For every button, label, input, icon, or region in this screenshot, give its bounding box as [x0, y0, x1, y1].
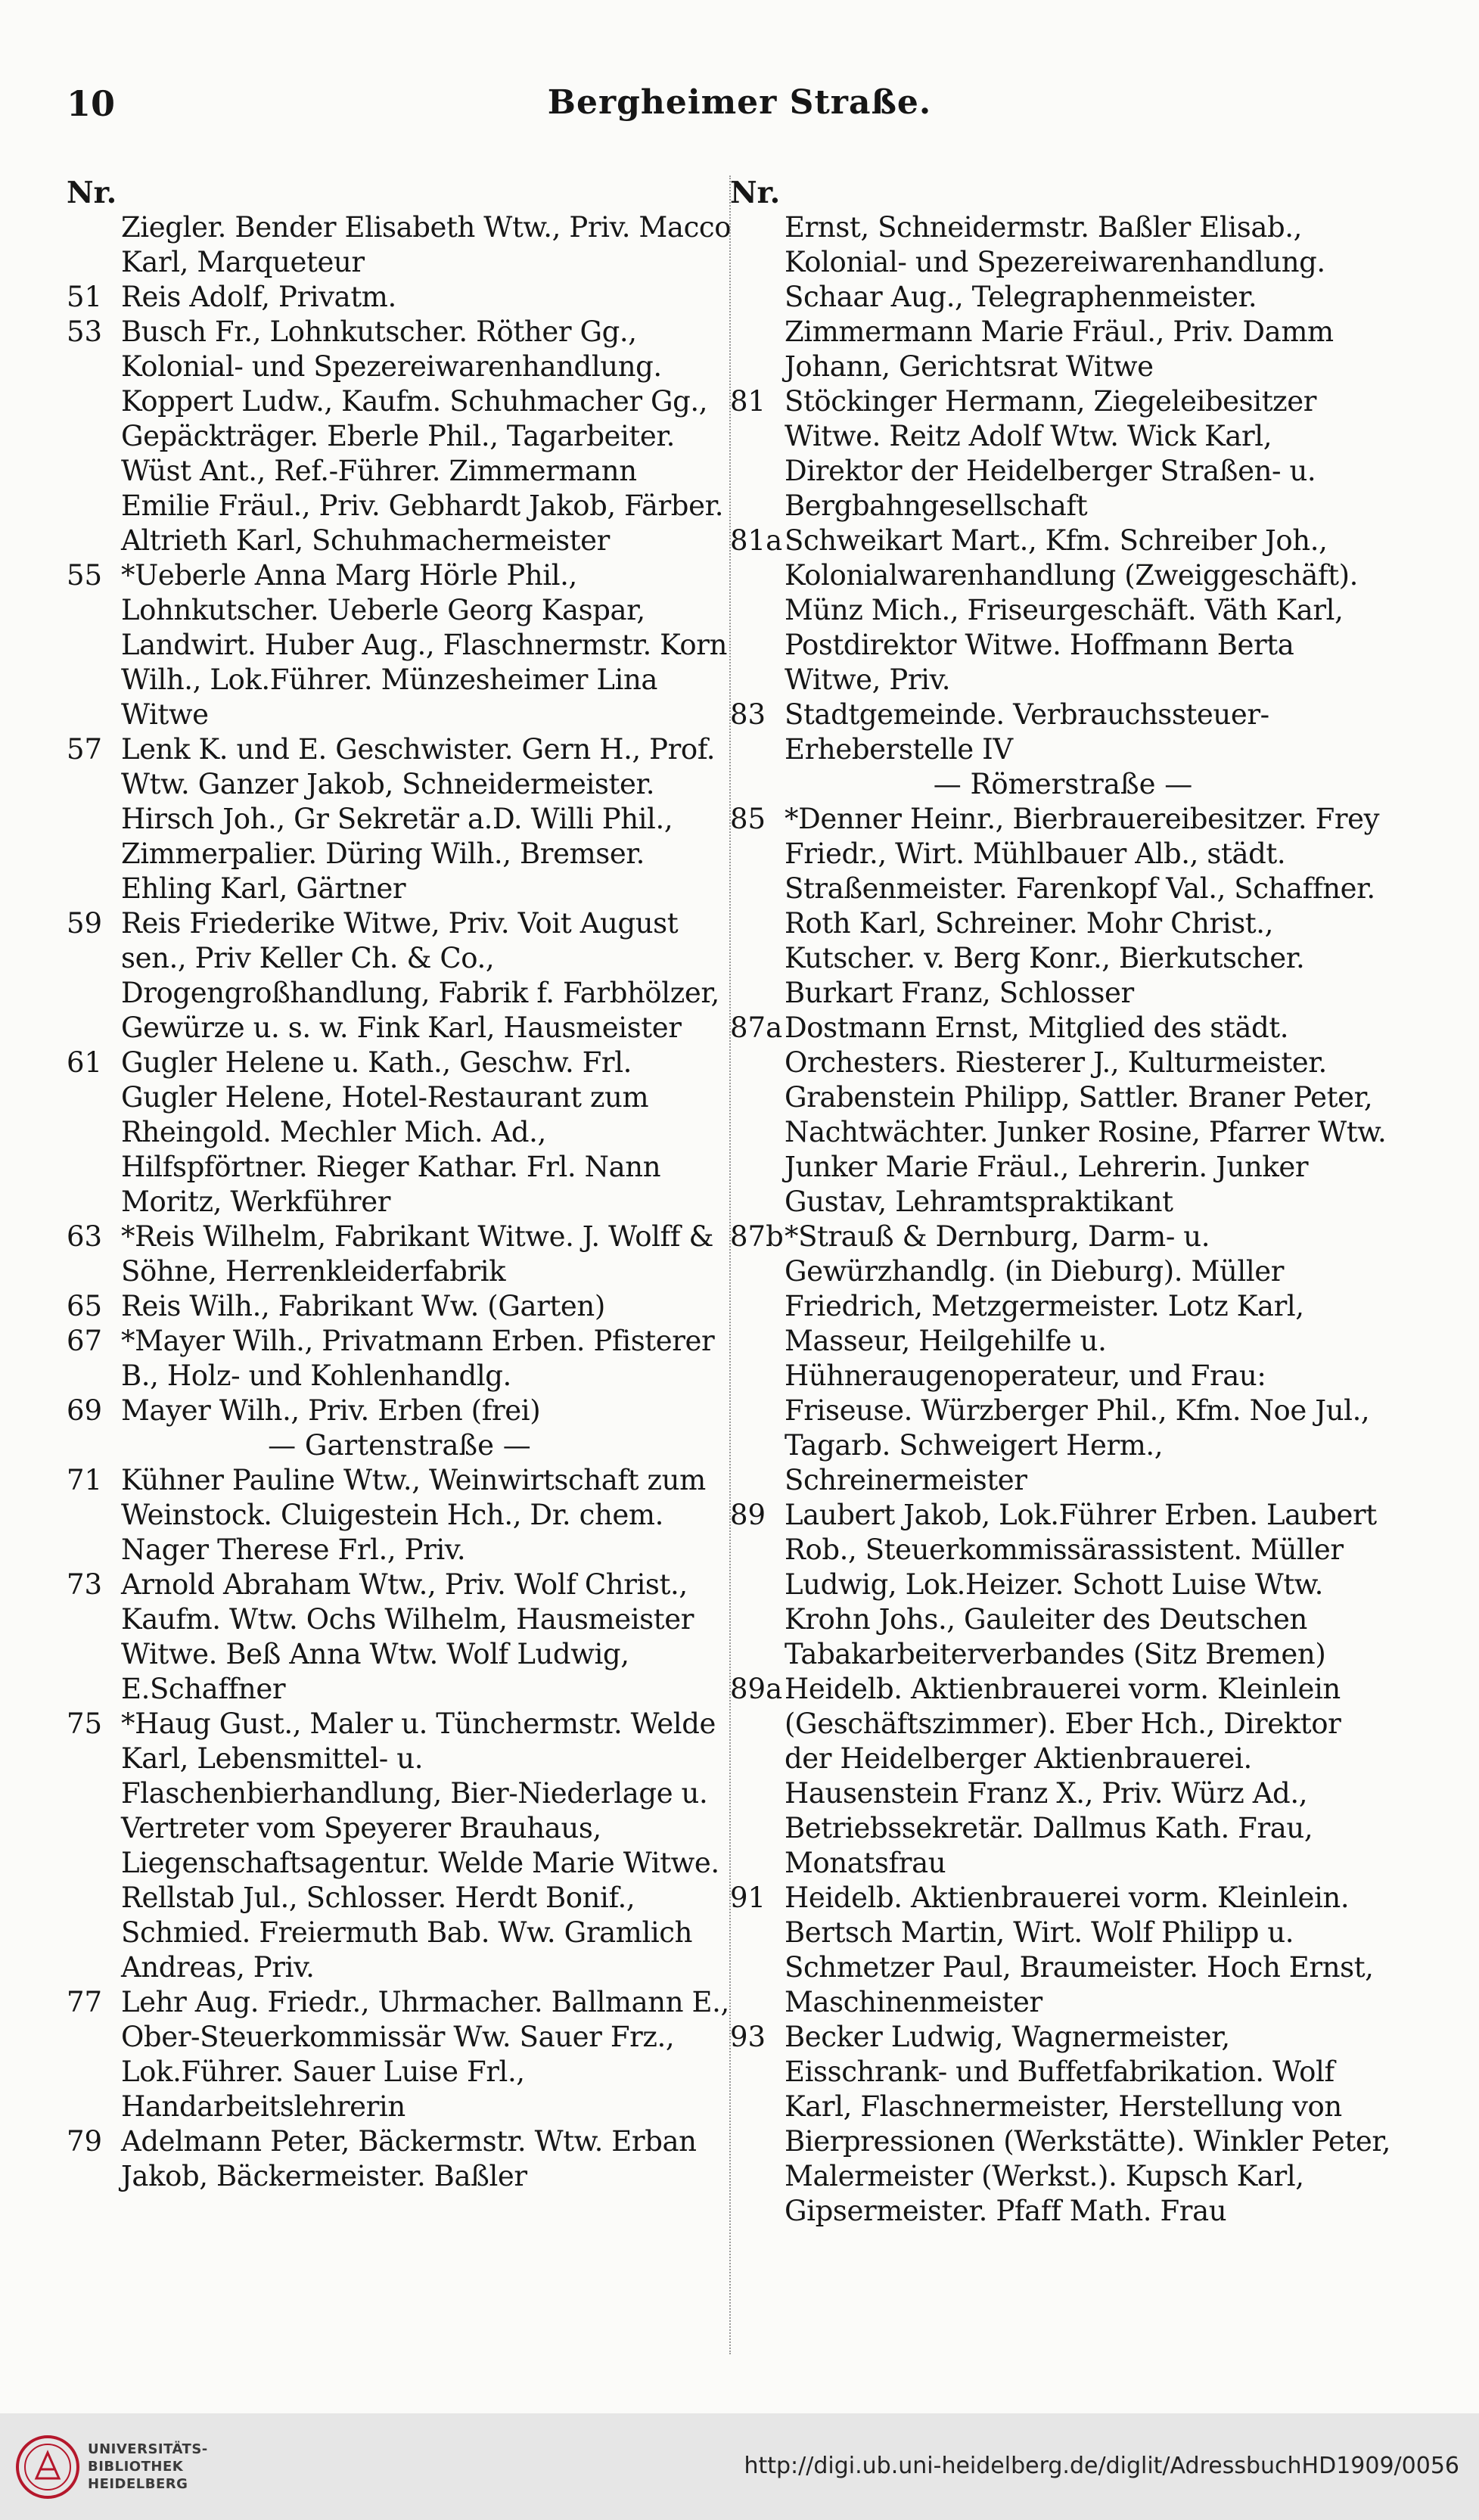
resident-text: Stadtgemeinde. Verbrauchssteuer-Erheberstelle IV [785, 698, 1269, 766]
page-header [67, 83, 1412, 136]
address-entry [67, 210, 732, 280]
resident-text: Reis Wilh., Fabrikant Ww. (Garten) [121, 1290, 605, 1322]
resident-text: Mayer Wilh., Priv. Erben (frei) [121, 1394, 541, 1427]
library-name-line: HEIDELBERG [88, 2476, 188, 2492]
house-number: 81a [730, 524, 783, 557]
address-entry [67, 906, 732, 1046]
resident-text: *Haug Gust., Maler u. Tünchermstr. Welde Karl, Lebensmittel- u. Flaschenbierhandlung, Bier-Niederlage u. Vertreter vom Speyerer Brauhaus, Liegenschaftsagentur. Welde Marie Witwe. Rellstab Jul., Schlosser. Herdt Bonif., Schmied. Freiermuth Bab. Ww. Gramlich Andreas, Priv. [121, 1707, 719, 1984]
address-entry [67, 558, 732, 732]
resident-text: Arnold Abraham Wtw., Priv. Wolf Christ., Kaufm. Wtw. Ochs Wilhelm, Hausmeister Witwe. Beß Anna Wtw. Wolf Ludwig, E.Schaffner [121, 1568, 694, 1705]
right-column-heading: Nr. [730, 176, 781, 210]
viewer-footer [0, 2413, 1479, 2520]
resident-text: Busch Fr., Lohnkutscher. Röther Gg., Kolonial- und Spezereiwarenhandlung. Koppert Ludw., Kaufm. Schuhmacher Gg., Gepäckträger. Eberle Phil., Tagarbeiter. Wüst Ant., Ref.-Führer. Zimmermann Emilie Fräul., Priv. Gebhardt Jakob, Färber. Altrieth Karl, Schuhmachermeister [121, 315, 724, 557]
house-number: 51 [67, 281, 103, 313]
resident-text: Ziegler. Bender Elisabeth Wtw., Priv. Macco Karl, Marqueteur [121, 211, 732, 278]
house-number: 73 [67, 1568, 103, 1601]
house-number: 81 [730, 385, 766, 418]
source-url[interactable]: http://digi.ub.uni-heidelberg.de/diglit/AdressbuchHD1909/0056 [744, 2453, 1459, 2479]
house-number: 65 [67, 1290, 103, 1322]
university-seal-icon [15, 2435, 80, 2500]
page-title: Bergheimer Straße. [547, 83, 932, 122]
address-entry [67, 1707, 732, 1985]
resident-text: Reis Friederike Witwe, Priv. Voit August sen., Priv Keller Ch. & Co., Drogengroßhandlung, Fabrik f. Farbhölzer, Gewürze u. s. w. Fink Karl, Hausmeister [121, 907, 719, 1044]
resident-text: *Denner Heinr., Bierbrauereibesitzer. Frey Friedr., Wirt. Mühlbauer Alb., städt. Straßenmeister. Farenkopf Val., Schaffner. Roth Karl, Schreiner. Mohr Christ., Kutscher. v. Berg Konr., Bierkutscher. Burkart Franz, Schlosser [785, 803, 1380, 1009]
house-number: 87a [730, 1011, 783, 1044]
resident-text: Laubert Jakob, Lok.Führer Erben. Laubert Rob., Steuerkommissärassistent. Müller Ludwig, Lok.Heizer. Schott Luise Wtw. Krohn Johs., Gauleiter des Deutschen Tabakarbeiterverbandes (Sitz Bremen) [785, 1499, 1377, 1670]
resident-text: *Ueberle Anna Marg Hörle Phil., Lohnkutscher. Ueberle Georg Kaspar, Landwirt. Huber Aug., Flaschnermstr. Korn Wilh., Lok.Führer. Münzesheimer Lina Witwe [121, 559, 728, 731]
house-number: 83 [730, 698, 766, 731]
library-name [88, 2441, 208, 2493]
resident-text: Heidelb. Aktienbrauerei vorm. Kleinlein. Bertsch Martin, Wirt. Wolf Philipp u. Schmetzer Paul, Braumeister. Hoch Ernst, Maschinenmeister [785, 1881, 1374, 2018]
address-entry [67, 1568, 732, 1707]
address-entry [67, 1463, 732, 1568]
resident-text: Stöckinger Hermann, Ziegeleibesitzer Witwe. Reitz Adolf Wtw. Wick Karl, Direktor der Heidelberger Straßen- u. Bergbahngesellschaft [785, 385, 1317, 522]
address-entry [67, 1324, 732, 1394]
house-number: 93 [730, 2021, 766, 2053]
house-number: 91 [730, 1881, 766, 1914]
resident-text: Becker Ludwig, Wagnermeister, Eisschrank- und Buffetfabrikation. Wolf Karl, Flaschnermeister, Herstellung von Bierpressionen (Werkstätte). Winkler Peter, Malermeister (Werkst.). Kupsch Karl, Gipsermeister. Pfaff Math. Frau [785, 2021, 1390, 2227]
left-column-heading: Nr. [67, 176, 117, 210]
address-entry [67, 1394, 732, 1428]
address-entry [730, 698, 1396, 767]
resident-text: Kühner Pauline Wtw., Weinwirtschaft zum Weinstock. Cluigestein Hch., Dr. chem. Nager Therese Frl., Priv. [121, 1464, 706, 1566]
street-subheading: — Römerstraße — [933, 768, 1193, 800]
library-name-line: UNIVERSITÄTS- [88, 2441, 208, 2457]
right-column [730, 176, 1396, 2229]
address-entry [67, 315, 732, 558]
address-entry [730, 2020, 1396, 2229]
resident-text: Reis Adolf, Privatm. [121, 281, 396, 313]
address-entry [730, 384, 1396, 524]
address-entry [730, 1498, 1396, 1672]
address-entry [67, 1046, 732, 1220]
address-entry [67, 732, 732, 906]
house-number: 79 [67, 2125, 103, 2158]
address-entry [67, 1985, 732, 2124]
house-number: 61 [67, 1046, 103, 1079]
left-column [67, 176, 732, 2194]
house-number: 75 [67, 1707, 103, 1740]
house-number: 69 [67, 1394, 103, 1427]
street-subheading: — Gartenstraße — [268, 1429, 531, 1462]
resident-text: Dostmann Ernst, Mitglied des städt. Orchesters. Riesterer J., Kulturmeister. Grabenstein Philipp, Sattler. Braner Peter, Nachtwächter. Junker Rosine, Pfarrer Wtw. Junker Marie Fräul., Lehrerin. Junker Gustav, Lehramtspraktikant [785, 1011, 1387, 1218]
resident-text: Heidelb. Aktienbrauerei vorm. Kleinlein (Geschäftszimmer). Eber Hch., Direktor der Heidelberger Aktienbrauerei. Hausenstein Franz X., Priv. Würz Ad., Betriebssekretär. Dallmus Kath. Frau, Monatsfrau [785, 1673, 1341, 1879]
house-number: 55 [67, 559, 103, 592]
house-number: 85 [730, 803, 766, 835]
library-name-line: BIBLIOTHEK [88, 2459, 184, 2475]
house-number: 87b [730, 1220, 784, 1253]
resident-text: Lenk K. und E. Geschwister. Gern H., Prof. Wtw. Ganzer Jakob, Schneidermeister. Hirsch Joh., Gr Sekretär a.D. Willi Phil., Zimmerpalier. Düring Wilh., Bremser. Ehling Karl, Gärtner [121, 733, 716, 905]
resident-text: Ernst, Schneidermstr. Baßler Elisab., Kolonial- und Spezereiwarenhandlung. Schaar Aug., Telegraphenmeister. Zimmermann Marie Fräul., Priv. Damm Johann, Gerichtsrat Witwe [785, 211, 1334, 383]
house-number: 63 [67, 1220, 103, 1253]
house-number: 59 [67, 907, 103, 940]
house-number: 53 [67, 315, 103, 348]
address-entry [730, 1881, 1396, 2020]
left-entry-list [67, 210, 732, 2194]
right-entry-list [730, 210, 1396, 2229]
address-entry [730, 1011, 1396, 1220]
resident-text: Adelmann Peter, Bäckermstr. Wtw. Erban Jakob, Bäckermeister. Baßler [121, 2125, 697, 2192]
house-number: 71 [67, 1464, 103, 1496]
address-entry [67, 280, 732, 315]
resident-text: *Reis Wilhelm, Fabrikant Witwe. J. Wolff & Söhne, Herrenkleiderfabrik [121, 1220, 713, 1288]
house-number: 89 [730, 1499, 766, 1531]
house-number: 89a [730, 1673, 783, 1705]
resident-text: Gugler Helene u. Kath., Geschw. Frl. Gugler Helene, Hotel-Restaurant zum Rheingold. Mechler Mich. Ad., Hilfspförtner. Rieger Kathar. Frl. Nann Moritz, Werkführer [121, 1046, 661, 1218]
resident-text: *Strauß & Dernburg, Darm- u. Gewürzhandlg. (in Dieburg). Müller Friedrich, Metzgermeister. Lotz Karl, Masseur, Heilgehilfe u. Hühneraugenoperateur, und Frau: Friseuse. Würzberger Phil., Kfm. Noe Jul., Tagarb. Schweigert Herm., Schreinermeister [785, 1220, 1370, 1496]
page-number: 10 [67, 83, 116, 124]
address-entry [730, 1672, 1396, 1881]
address-entry [67, 2124, 732, 2194]
house-number: 57 [67, 733, 103, 766]
address-entry [730, 210, 1396, 384]
address-entry [67, 1289, 732, 1324]
house-number: 77 [67, 1986, 103, 2018]
resident-text: Lehr Aug. Friedr., Uhrmacher. Ballmann E., Ober-Steuerkommissär Ww. Sauer Frz., Lok.Führer. Sauer Luise Frl., Handarbeitslehrerin [121, 1986, 729, 2123]
address-entry [730, 802, 1396, 1011]
resident-text: *Mayer Wilh., Privatmann Erben. Pfisterer B., Holz- und Kohlenhandlg. [121, 1325, 715, 1392]
resident-text: Schweikart Mart., Kfm. Schreiber Joh., Kolonialwarenhandlung (Zweiggeschäft). Münz Mich., Friseurgeschäft. Väth Karl, Postdirektor Witwe. Hoffmann Berta Witwe, Priv. [785, 524, 1359, 696]
address-entry [730, 524, 1396, 698]
address-entry [730, 1220, 1396, 1498]
house-number: 67 [67, 1325, 103, 1357]
address-entry [67, 1220, 732, 1289]
